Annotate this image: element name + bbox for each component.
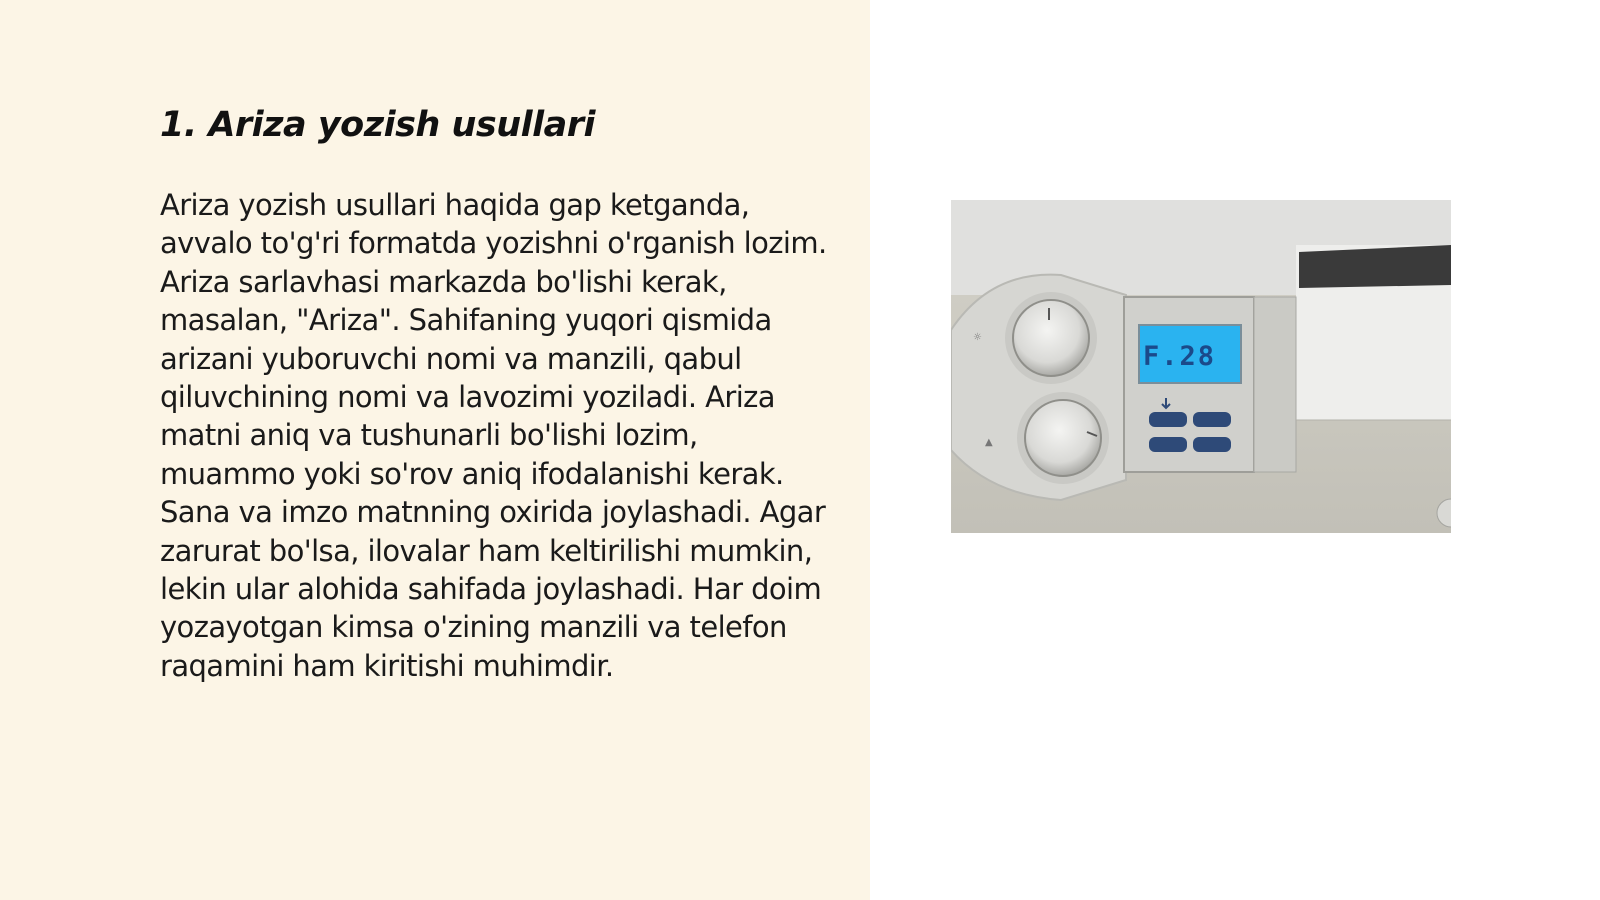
lcd-readout: F.28 xyxy=(1143,341,1217,372)
temperature-knob-bottom xyxy=(1017,392,1109,484)
slide-body-text: Ariza yozish usullari haqida gap ketganda, avvalo to'g'ri formatda yozishni o'rganish lozim. Ariza sarlavhasi markazda bo'lishi kerak, masalan, "Ariza". Sahifaning yuqori qismida arizani yuboruvchi nomi va manzili, qabul qiluvchining nomi va lavozimi yoziladi. Ariza matni aniq va tushunarli bo'lishi lozim, muammo yoki so'rov aniq ifodalanishi kerak. Sana va imzo matnning oxirida joylashadi. Agar zarurat bo'lsa, ilovalar ham keltirilishi mumkin, lekin ular alohida sahifada joylashadi. Har doim yozayotgan kimsa o'zining manzili va telefon raqamini ham kiritishi muhimdir. xyxy=(160,188,827,683)
svg-text:▲: ▲ xyxy=(985,437,993,448)
boiler-control-panel-photo xyxy=(951,200,1451,533)
temperature-knob-top xyxy=(1005,292,1097,384)
brand-strip xyxy=(1299,245,1451,288)
slide-title: 1. Ariza yozish usullari xyxy=(160,105,596,145)
svg-text:☼: ☼ xyxy=(973,332,982,343)
